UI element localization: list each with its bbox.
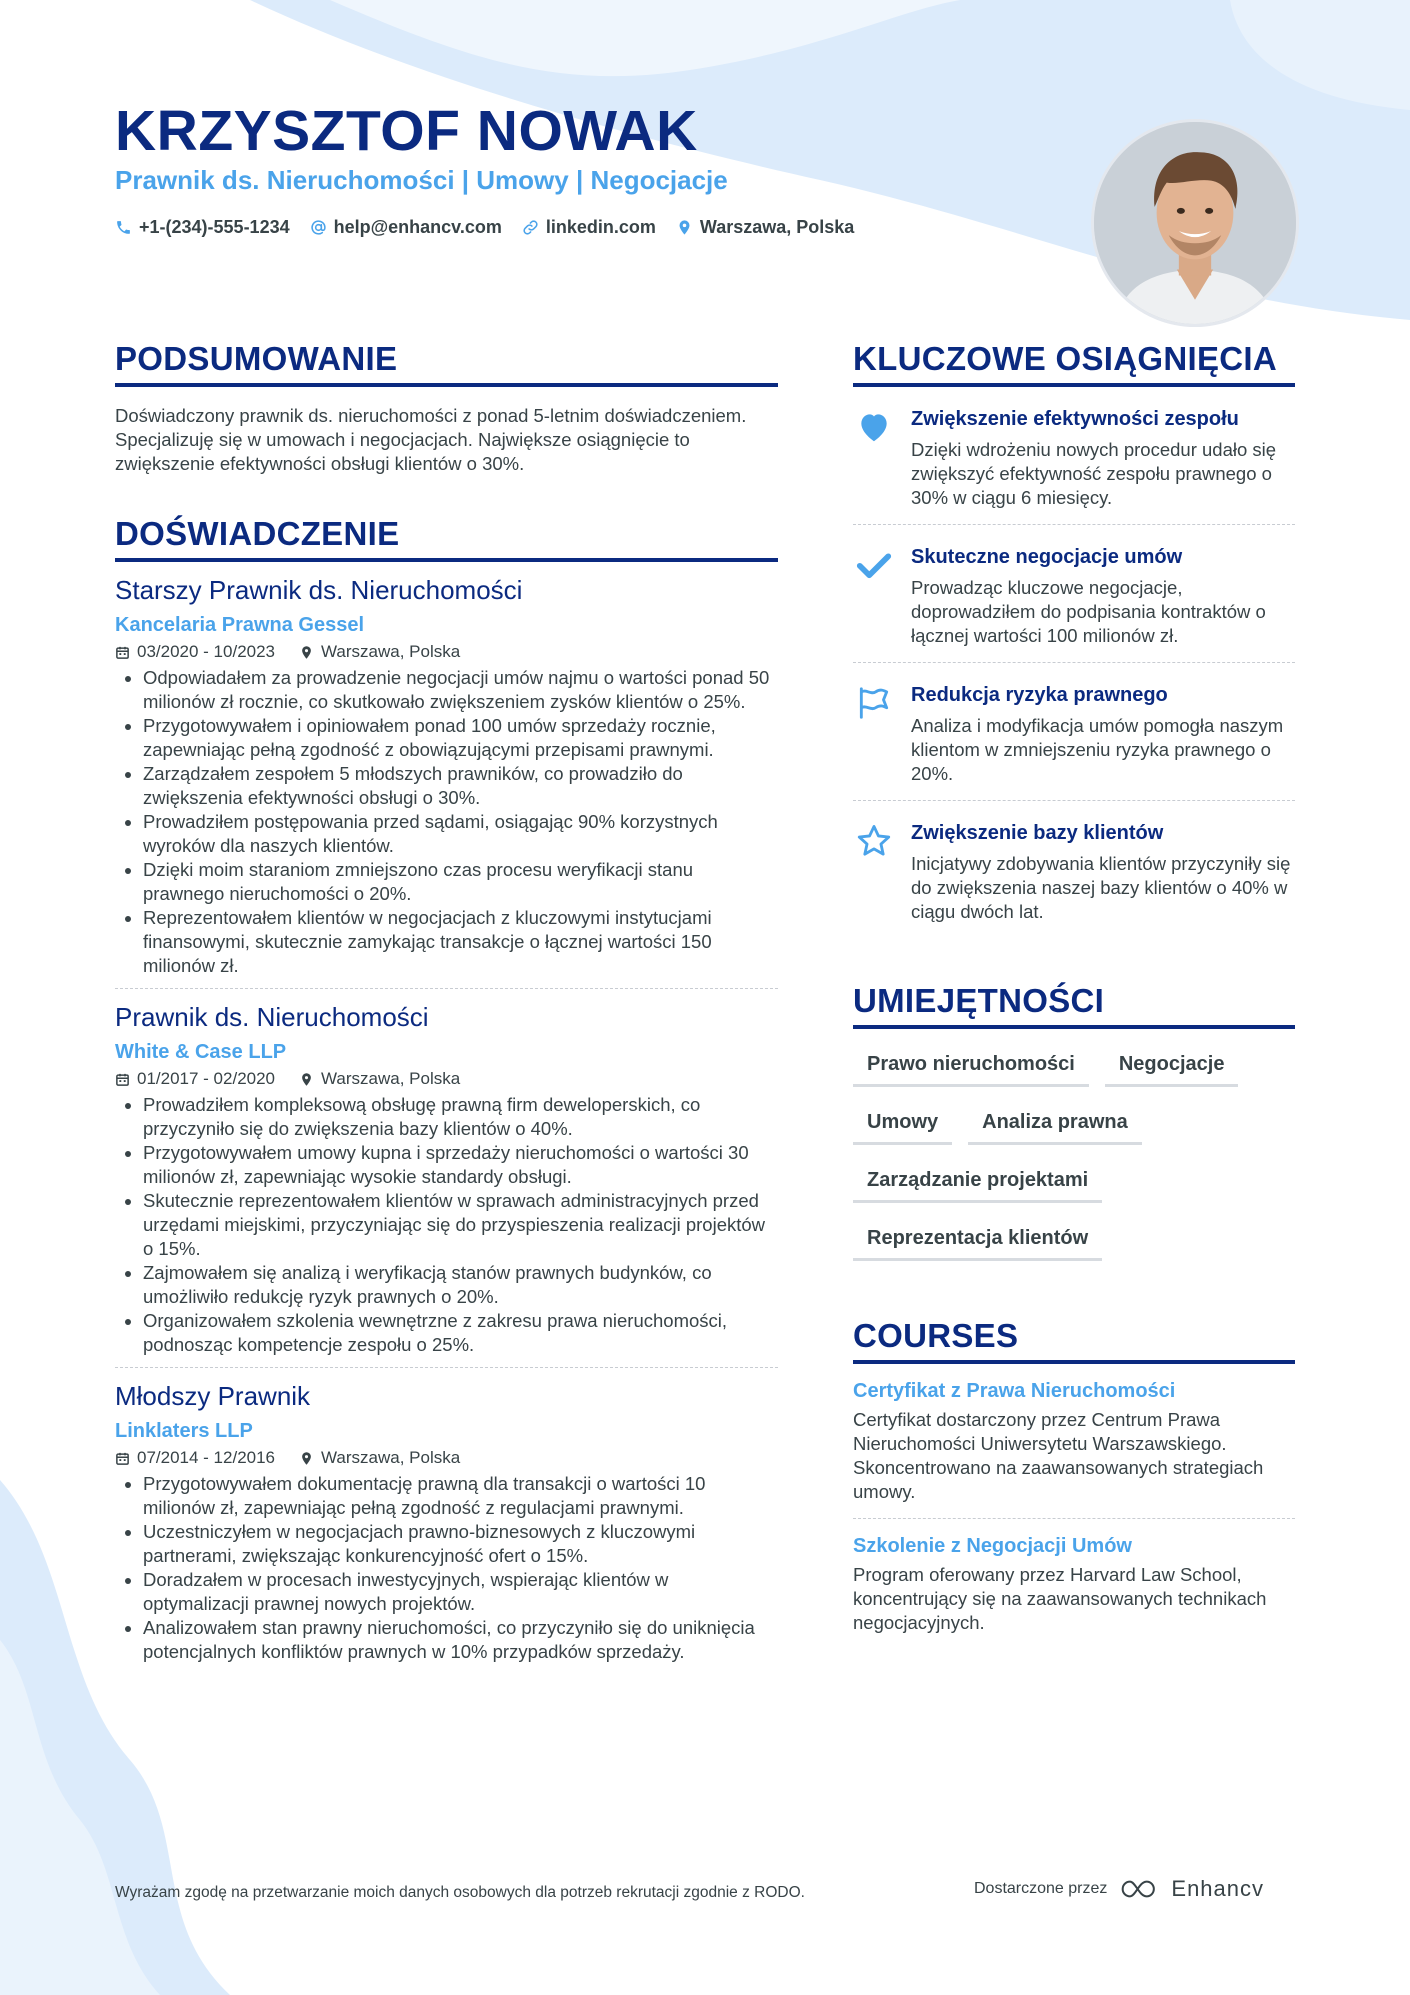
achievement-desc: Dzięki wdrożeniu nowych procedur udało się zwiększyć efektywność zespołu prawnego o 30% w ciągu 6 miesięcy. (911, 439, 1277, 508)
contact-phone-text: +1-(234)-555-1234 (139, 217, 290, 237)
job-location (299, 1448, 460, 1468)
job-bullet: • Zarządzałem zespołem 5 młodszych prawników, co prowadziło do zwiększenia efektywności obsługi o 30%. (143, 762, 778, 810)
job-entry (115, 562, 778, 989)
skill-tag: Reprezentacja klientów (853, 1227, 1102, 1261)
job-bullet: • Skutecznie reprezentowałem klientów w sprawach administracyjnych przed urzędami miejskimi, przyczyniając się do przyspieszenia realizacji projektów o 15%. (143, 1189, 778, 1261)
job-meta (115, 1069, 778, 1089)
experience-section (115, 515, 778, 1674)
link-icon (522, 219, 539, 236)
company-name: Linklaters LLP (115, 1420, 253, 1442)
right-column (853, 340, 1295, 1649)
skill-tag: Prawo nieruchomości (853, 1053, 1089, 1087)
skill-tag: Zarządzanie projektami (853, 1169, 1102, 1203)
location-icon (299, 645, 314, 660)
contact-email-text: help@enhancv.com (333, 217, 502, 237)
job-entry (115, 1368, 778, 1674)
achievement-item (853, 801, 1295, 938)
job-entry (115, 989, 778, 1368)
skills-heading: UMIEJĘTNOŚCI (853, 982, 1295, 1029)
job-bullet: • Zajmowałem się analizą i weryfikacją stanów prawnych budynków, co umożliwiło redukcję ryzyk prawnych o 20%. (143, 1261, 778, 1309)
gdpr-consent: Wyrażam zgodę na przetwarzanie moich danych osobowych dla potrzeb rekrutacji zgodnie z RODO. (115, 1884, 805, 1901)
profile-photo (1091, 119, 1299, 327)
contact-linkedin-text: linkedin.com (545, 217, 656, 237)
job-bullet: • Przygotowywałem dokumentację prawną dla transakcji o wartości 10 milionów zł, zapewniając pełną zgodność z regulacjami prawnymi. (143, 1472, 778, 1520)
location-icon (676, 219, 693, 236)
job-bullets (115, 1093, 778, 1357)
company-name: White & Case LLP (115, 1041, 287, 1063)
job-dates-text: 03/2020 - 10/2023 (137, 642, 276, 661)
contact-location-text: Warszawa, Polska (699, 217, 855, 237)
location-icon (299, 1451, 314, 1466)
job-dates (115, 642, 275, 662)
achievement-desc: Inicjatywy zdobywania klientów przyczyniły się do zwiększenia naszej bazy klientów o 40% w ciągu dwóch lat. (911, 853, 1291, 922)
achievements-section (853, 340, 1295, 938)
skill-tag: Umowy (853, 1111, 952, 1145)
job-bullet: • Prowadziłem kompleksową obsługę prawną firm deweloperskich, co przyczyniło się do zwiększenia bazy klientów o 40%. (143, 1093, 778, 1141)
job-bullet: • Organizowałem szkolenia wewnętrzne z zakresu prawa nieruchomości, podnosząc kompetencje zespołu o 25%. (143, 1309, 778, 1357)
powered-by[interactable] (974, 1876, 1264, 1902)
phone-icon (115, 219, 132, 236)
job-dates (115, 1448, 275, 1468)
summary-section (115, 340, 778, 476)
job-bullets (115, 1472, 778, 1664)
course-desc: Program oferowany przez Harvard Law School, koncentrujący się na zaawansowanych technikach negocjacyjnych. (853, 1564, 1267, 1633)
job-bullet: • Analizowałem stan prawny nieruchomości, co przyczyniło się do uniknięcia potencjalnych konfliktów prawnych w 10% przypadków sprzedaży. (143, 1616, 778, 1664)
job-bullet: • Doradzałem w procesach inwestycyjnych, wspierając klientów w optymalizacji prawnej nowych projektów. (143, 1568, 778, 1616)
courses-heading: COURSES (853, 1317, 1295, 1364)
avatar (1094, 122, 1296, 324)
job-location-text: Warszawa, Polska (321, 642, 461, 661)
achievement-desc: Prowadząc kluczowe negocjacje, doprowadziłem do podpisania kontraktów o łącznej wartości 100 milionów zł. (911, 577, 1266, 646)
contact-phone[interactable] (115, 217, 290, 238)
candidate-name: KRZYSZTOF NOWAK (115, 99, 698, 163)
calendar-icon (115, 645, 130, 660)
job-title: Prawnik ds. Nieruchomości (115, 1002, 429, 1032)
job-location-text: Warszawa, Polska (321, 1448, 461, 1467)
skill-tag: Negocjacje (1105, 1053, 1239, 1087)
achievement-title: Redukcja ryzyka prawnego (911, 684, 1168, 706)
experience-heading: DOŚWIADCZENIE (115, 515, 778, 562)
candidate-tagline: Prawnik ds. Nieruchomości | Umowy | Negocjacje (115, 165, 728, 195)
job-location-text: Warszawa, Polska (321, 1069, 461, 1088)
course-title: Certyfikat z Prawa Nieruchomości (853, 1380, 1176, 1402)
job-title: Starszy Prawnik ds. Nieruchomości (115, 575, 523, 605)
job-bullets (115, 666, 778, 978)
left-column (115, 340, 778, 1674)
courses-section (853, 1317, 1295, 1649)
achievement-title: Zwiększenie bazy klientów (911, 822, 1164, 844)
job-location (299, 642, 460, 662)
job-location (299, 1069, 460, 1089)
job-dates (115, 1069, 275, 1089)
summary-text: Doświadczony prawnik ds. nieruchomości z ponad 5-letnim doświadczeniem. Specjalizuję się w umowach i negocjacjach. Największe osiągnięcie to zwiększenie efektywności obsługi klientów o 30%. (115, 405, 747, 474)
achievements-heading: KLUCZOWE OSIĄGNIĘCIA (853, 340, 1295, 387)
job-meta (115, 642, 778, 662)
achievement-item (853, 525, 1295, 663)
summary-heading: PODSUMOWANIE (115, 340, 778, 387)
skills-section (853, 982, 1295, 1261)
job-bullet: • Uczestniczyłem w negocjacjach prawno-biznesowych z kluczowymi partnerami, zwiększając konkurencyjność ofert o 15%. (143, 1520, 778, 1568)
job-bullet: • Odpowiadałem za prowadzenie negocjacji umów najmu o wartości ponad 50 milionów zł rocznie, co skutkowało zwiększeniem zysków klientów o 25%. (143, 666, 778, 714)
job-bullet: • Prowadziłem postępowania przed sądami, osiągając 90% korzystnych wyroków dla naszych klientów. (143, 810, 778, 858)
enhancv-logo-icon (1119, 1878, 1163, 1900)
job-title: Młodszy Prawnik (115, 1381, 311, 1411)
contact-linkedin[interactable] (522, 217, 656, 238)
heart-icon (855, 408, 893, 446)
achievement-title: Skuteczne negocjacje umów (911, 546, 1183, 568)
achievement-title: Zwiększenie efektywności zespołu (911, 408, 1239, 430)
job-dates-text: 07/2014 - 12/2016 (137, 1448, 276, 1467)
course-item (853, 1519, 1295, 1649)
flag-icon (855, 684, 893, 722)
location-icon (299, 1072, 314, 1087)
job-dates-text: 01/2017 - 02/2020 (137, 1069, 276, 1088)
skills-list (853, 1053, 1295, 1261)
achievement-item (853, 387, 1295, 525)
contact-bar (115, 217, 854, 238)
course-item (853, 1364, 1295, 1519)
course-desc: Certyfikat dostarczony przez Centrum Prawa Nieruchomości Uniwersytetu Warszawskiego. Skoncentrowano na zaawansowanych strategiach umowy. (853, 1409, 1264, 1502)
job-bullet: • Dzięki moim staraniom zmniejszono czas procesu weryfikacji stanu prawnego nieruchomości o 20%. (143, 858, 778, 906)
contact-location (676, 217, 854, 238)
brand-logo (1119, 1876, 1264, 1902)
job-meta (115, 1448, 778, 1468)
at-icon (310, 219, 327, 236)
job-bullet: • Przygotowywałem umowy kupna i sprzedaży nieruchomości o wartości 30 milionów zł, zapewniając wysokie standardy obsługi. (143, 1141, 778, 1189)
star-icon (855, 822, 893, 860)
achievement-item (853, 663, 1295, 801)
company-name: Kancelaria Prawna Gessel (115, 614, 365, 636)
checkmark-icon (855, 546, 893, 584)
brand-name: Enhancv (1171, 1876, 1265, 1901)
contact-email[interactable] (310, 217, 502, 238)
skill-tag: Analiza prawna (968, 1111, 1142, 1145)
calendar-icon (115, 1072, 130, 1087)
calendar-icon (115, 1451, 130, 1466)
job-bullet: • Przygotowywałem i opiniowałem ponad 100 umów sprzedaży rocznie, zapewniając pełną zgodność z obowiązującymi przepisami prawnymi. (143, 714, 778, 762)
job-bullet: • Reprezentowałem klientów w negocjacjach z kluczowymi instytucjami finansowymi, skutecznie zamykając transakcje o łącznej wartości 150 milionów zł. (143, 906, 778, 978)
course-title: Szkolenie z Negocjacji Umów (853, 1535, 1132, 1557)
powered-by-label: Dostarczone przez (974, 1880, 1108, 1897)
achievement-desc: Analiza i modyfikacja umów pomogła naszym klientom w zmniejszeniu ryzyka prawnego o 20%. (911, 715, 1284, 784)
